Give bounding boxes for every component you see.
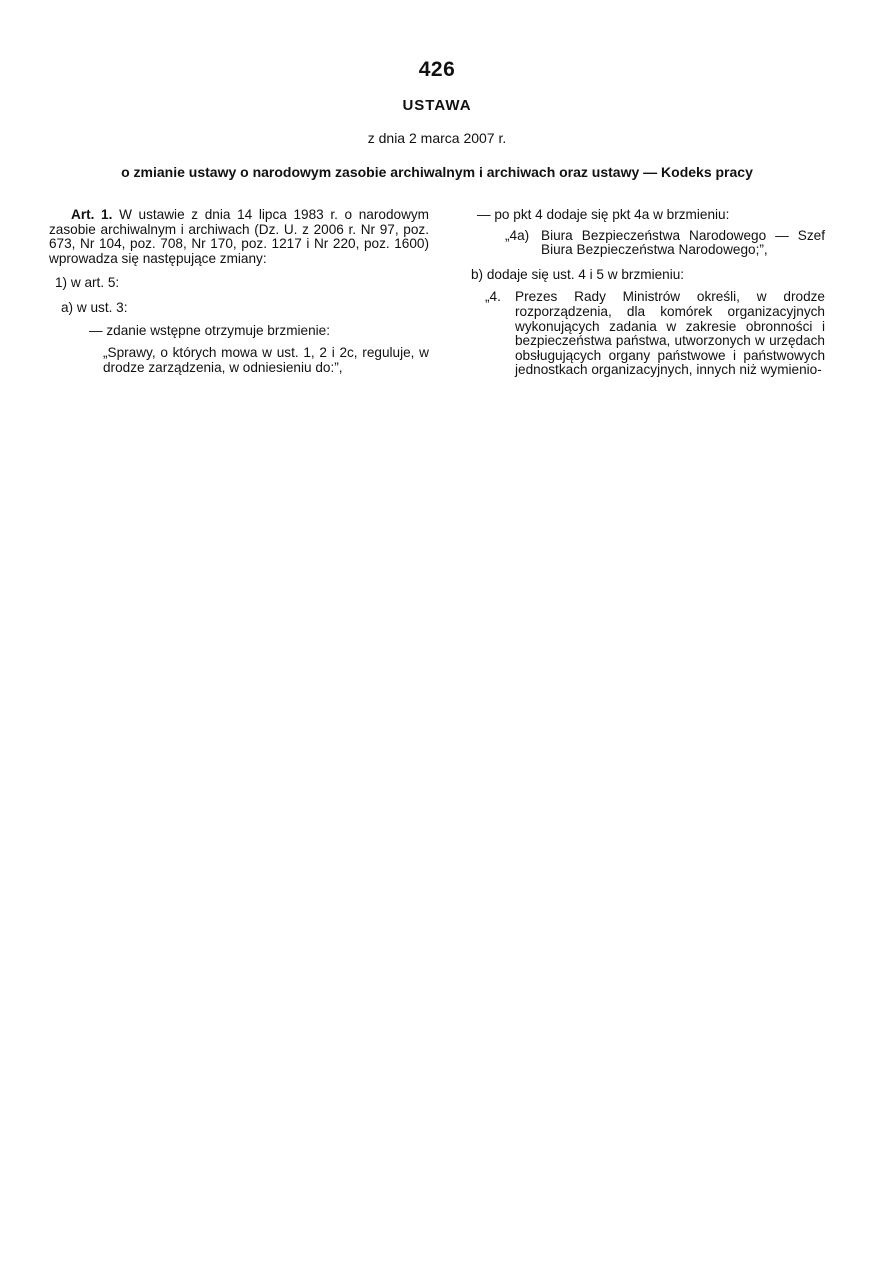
act-title: o zmianie ustawy o narodowym zasobie archiwalnym i archiwach oraz ustawy — Kodeks pracy — [121, 164, 753, 180]
dash-item-add-4a: — po pkt 4 dodaje się pkt 4a w brzmieniu: — [477, 207, 730, 222]
list-item-1a: a) w ust. 3: — [61, 299, 128, 315]
quoted-item-4-marker: „4. — [485, 289, 501, 305]
quoted-text-intro: „Sprawy, o których mowa w ust. 1, 2 i 2c, reguluje, w drodze zarządzenia, w odniesieniu do:”, — [103, 345, 429, 375]
act-type: USTAWA — [402, 97, 472, 114]
act-date: z dnia 2 marca 2007 r. — [367, 130, 507, 146]
list-item-b: b) dodaje się ust. 4 i 5 w brzmieniu: — [471, 266, 685, 282]
right-column — [471, 208, 825, 378]
quoted-item-4a-text: Biura Bezpieczeństwa Narodowego — Szef Biura Bezpieczeństwa Narodowego;”, — [541, 227, 825, 258]
left-column — [49, 208, 429, 375]
dash-item-intro: — zdanie wstępne otrzymuje brzmienie: — [89, 322, 331, 338]
quoted-item-4a-marker: „4a) — [505, 227, 530, 243]
quoted-item-4-text: Prezes Rady Ministrów określi, w drodze rozporządzenia, dla komórek organizacyjnych wykonujących zadania w zakresie obronności i bezpieczeństwa państwa, utworzonych w urzędach obsługujących organy państwowe i państwowych jednostkach organizacyjnych, innych niż wymienio- — [515, 289, 825, 378]
quoted-item-4a — [471, 229, 825, 258]
act-number: 426 — [418, 58, 456, 81]
article-1-paragraph — [49, 208, 429, 266]
article-1-text: W ustawie z dnia 14 lipca 1983 r. o narodowym zasobie archiwalnym i archiwach (Dz. U. z 2006 r. Nr 97, poz. 673, Nr 104, poz. 708, Nr 170, poz. 1217 i Nr 220, poz. 1600) wprowadza się następujące zmiany: — [49, 207, 430, 266]
article-label: Art. 1. — [71, 207, 113, 222]
quoted-item-4 — [471, 290, 825, 378]
list-item-1: 1) w art. 5: — [55, 275, 120, 291]
